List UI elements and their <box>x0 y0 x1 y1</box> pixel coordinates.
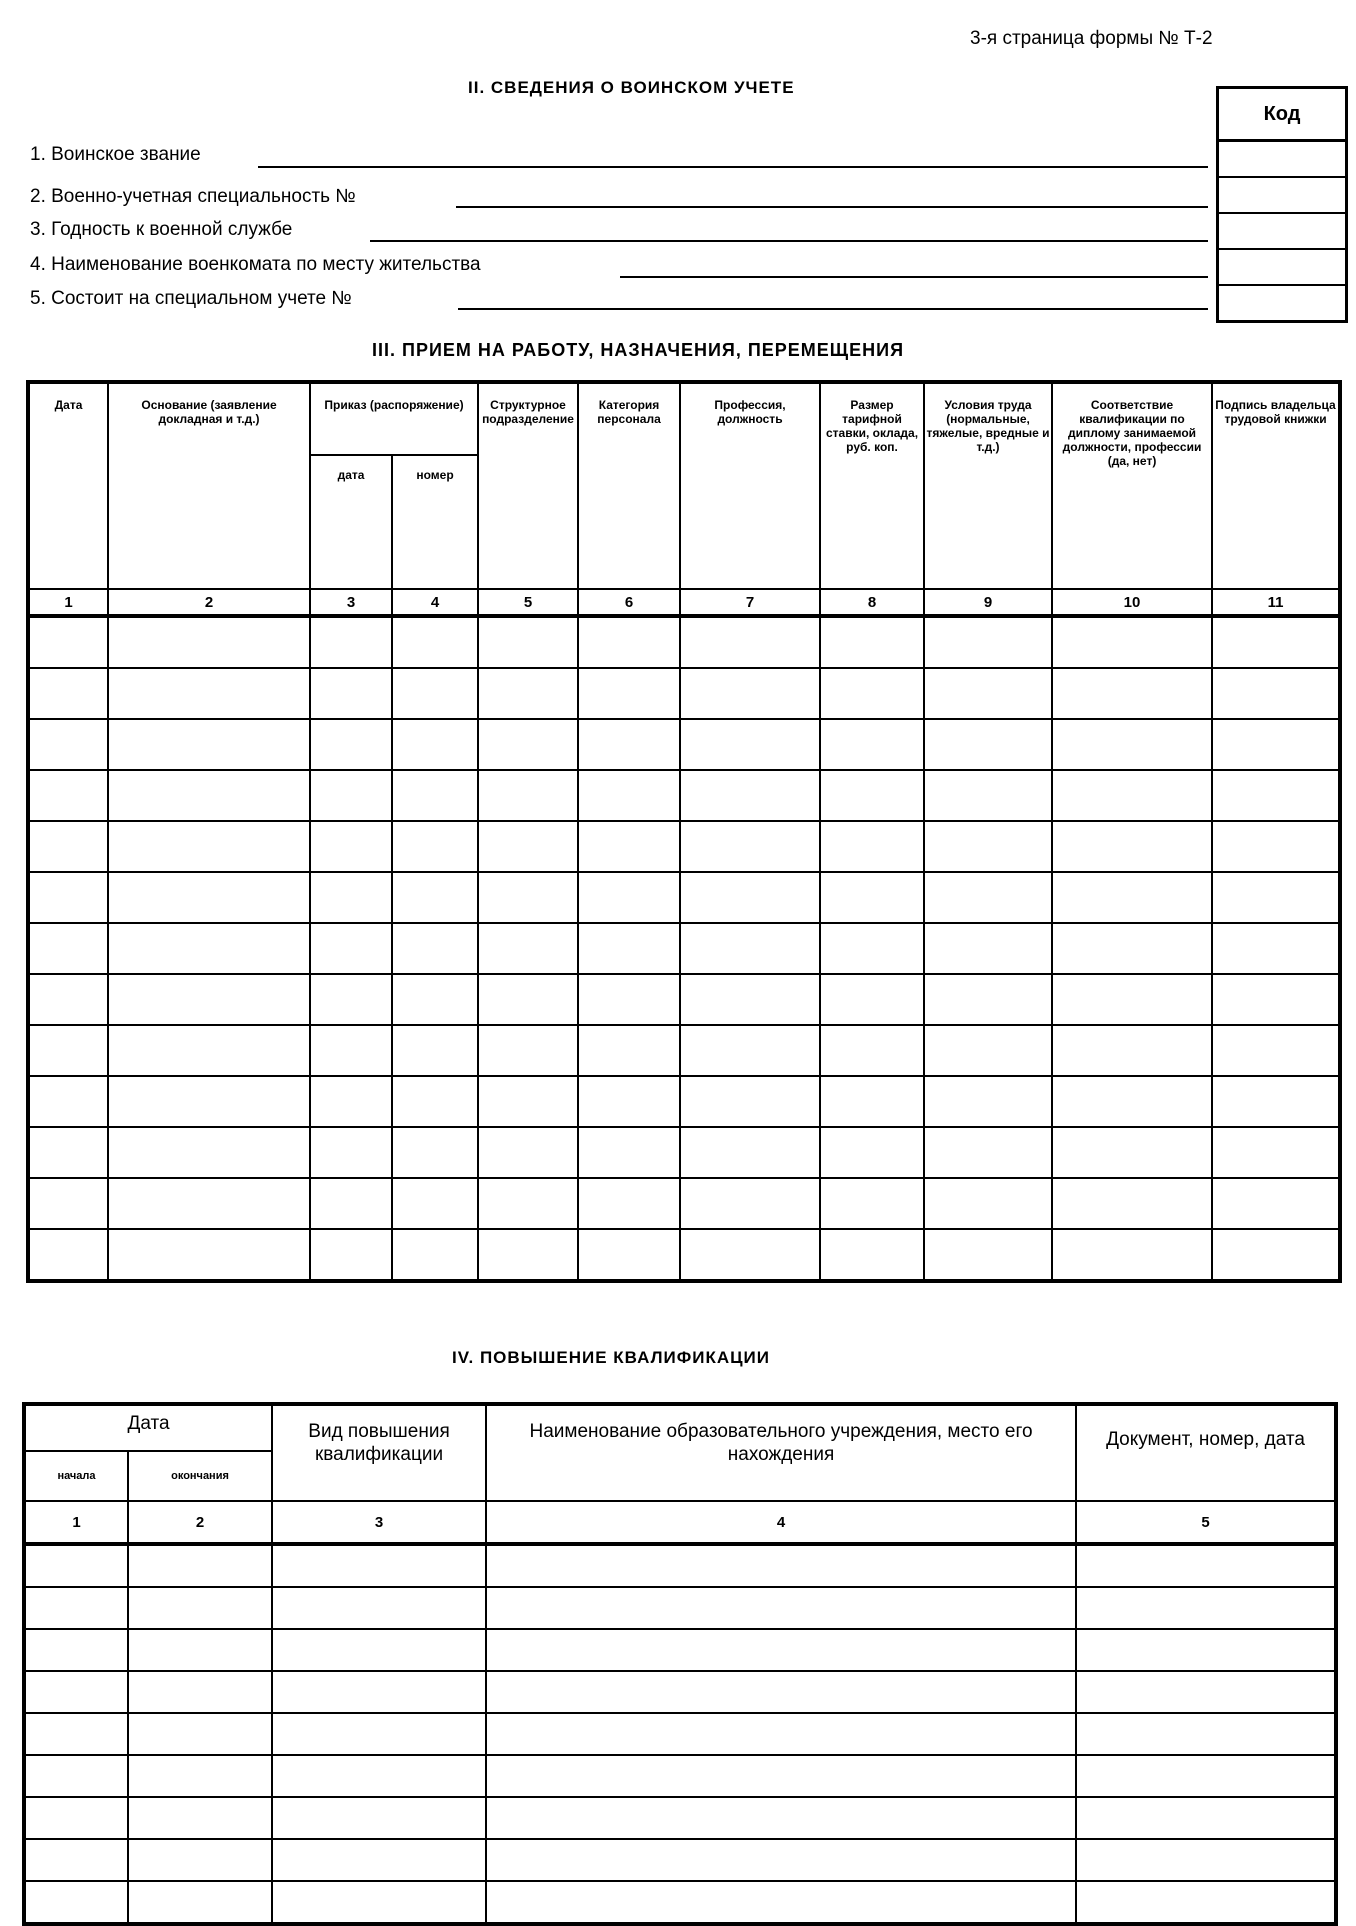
table-cell[interactable] <box>310 1076 392 1127</box>
table-cell[interactable] <box>28 719 108 770</box>
table-cell[interactable] <box>28 821 108 872</box>
table-cell[interactable] <box>392 821 478 872</box>
column-number: 6 <box>578 589 680 616</box>
table-cell[interactable] <box>680 821 820 872</box>
table-cell[interactable] <box>128 1839 272 1881</box>
column-number: 8 <box>820 589 924 616</box>
column-number: 11 <box>1212 589 1340 616</box>
military-specialty-line[interactable] <box>456 206 1208 208</box>
table-row <box>24 1629 1336 1671</box>
table-cell[interactable] <box>310 1229 392 1281</box>
table-cell[interactable] <box>486 1713 1076 1755</box>
table-cell[interactable] <box>1052 719 1212 770</box>
table-cell[interactable] <box>486 1755 1076 1797</box>
table-row <box>24 1713 1336 1755</box>
table-cell[interactable] <box>924 719 1052 770</box>
table-cell[interactable] <box>486 1881 1076 1924</box>
table-cell[interactable] <box>820 668 924 719</box>
table-cell[interactable] <box>128 1629 272 1671</box>
table-cell[interactable] <box>578 1076 680 1127</box>
table-cell[interactable] <box>820 719 924 770</box>
table-row <box>28 1025 1340 1076</box>
table-cell[interactable] <box>478 719 578 770</box>
table-row <box>24 1797 1336 1839</box>
table-cell[interactable] <box>24 1629 128 1671</box>
column-number: 4 <box>392 589 478 616</box>
code-cell-2[interactable] <box>1219 178 1345 214</box>
table-cell[interactable] <box>578 668 680 719</box>
table-cell[interactable] <box>28 1076 108 1127</box>
table-cell[interactable] <box>310 1178 392 1229</box>
table-cell[interactable] <box>478 616 578 668</box>
code-cell-1[interactable] <box>1219 142 1345 178</box>
military-rank-label: 1. Воинское звание <box>30 144 201 165</box>
table-cell[interactable] <box>924 1178 1052 1229</box>
table-row <box>24 1587 1336 1629</box>
table-cell[interactable] <box>108 923 310 974</box>
table-cell[interactable] <box>1212 1025 1340 1076</box>
column-number: 2 <box>108 589 310 616</box>
code-cell-5[interactable] <box>1219 286 1345 320</box>
table-cell[interactable] <box>924 616 1052 668</box>
table-row <box>24 1839 1336 1881</box>
table-cell[interactable] <box>578 872 680 923</box>
code-label: Код <box>1219 89 1345 142</box>
table-cell[interactable] <box>486 1544 1076 1587</box>
table-cell[interactable] <box>108 1025 310 1076</box>
table-cell[interactable] <box>478 1178 578 1229</box>
table-cell[interactable] <box>310 1025 392 1076</box>
table-cell[interactable] <box>108 974 310 1025</box>
table-cell[interactable] <box>28 1127 108 1178</box>
table-row <box>28 770 1340 821</box>
table-cell[interactable] <box>108 1076 310 1127</box>
header-qual-end: окончания <box>128 1451 272 1501</box>
table-cell[interactable] <box>272 1713 486 1755</box>
header-qual-start: начала <box>24 1451 128 1501</box>
table-cell[interactable] <box>24 1797 128 1839</box>
header-unit: Структурное подразделение <box>478 382 578 589</box>
table-cell[interactable] <box>478 1229 578 1281</box>
table-cell[interactable] <box>272 1587 486 1629</box>
column-number: 2 <box>128 1501 272 1544</box>
table-cell[interactable] <box>924 1025 1052 1076</box>
table-cell[interactable] <box>310 770 392 821</box>
table-cell[interactable] <box>1212 1178 1340 1229</box>
table-cell[interactable] <box>28 616 108 668</box>
table-cell[interactable] <box>924 770 1052 821</box>
table-cell[interactable] <box>1076 1839 1336 1881</box>
table-cell[interactable] <box>578 1127 680 1178</box>
table-cell[interactable] <box>578 821 680 872</box>
table-cell[interactable] <box>924 872 1052 923</box>
table-cell[interactable] <box>1212 668 1340 719</box>
page-note: 3-я страница формы № Т-2 <box>970 28 1213 49</box>
table-cell[interactable] <box>310 1127 392 1178</box>
table-cell[interactable] <box>24 1587 128 1629</box>
table-cell[interactable] <box>272 1544 486 1587</box>
table-cell[interactable] <box>820 1025 924 1076</box>
header-position: Профессия, должность <box>680 382 820 589</box>
table-cell[interactable] <box>310 821 392 872</box>
table-cell[interactable] <box>1052 821 1212 872</box>
column-number: 3 <box>272 1501 486 1544</box>
table-row <box>24 1881 1336 1924</box>
header-basis: Основание (заявление докладная и т.д.) <box>108 382 310 589</box>
table-cell[interactable] <box>680 1127 820 1178</box>
table-row <box>24 1544 1336 1587</box>
header-conditions: Условия труда (нормальные, тяжелые, вредные и т.д.) <box>924 382 1052 589</box>
table-cell[interactable] <box>478 668 578 719</box>
employment-section-title: III. ПРИЕМ НА РАБОТУ, НАЗНАЧЕНИЯ, ПЕРЕМЕЩЕНИЯ <box>372 340 905 360</box>
table-cell[interactable] <box>392 1229 478 1281</box>
military-office-label: 4. Наименование военкомата по месту жительства <box>30 254 481 275</box>
qualification-table <box>22 1402 1338 1926</box>
table-cell[interactable] <box>1052 1178 1212 1229</box>
table-cell[interactable] <box>1076 1797 1336 1839</box>
military-rank-line[interactable] <box>258 166 1208 168</box>
table-cell[interactable] <box>820 821 924 872</box>
table-cell[interactable] <box>28 923 108 974</box>
table-cell[interactable] <box>820 1229 924 1281</box>
table-cell[interactable] <box>820 1127 924 1178</box>
table-cell[interactable] <box>392 770 478 821</box>
table-cell[interactable] <box>478 1076 578 1127</box>
table-cell[interactable] <box>1052 1025 1212 1076</box>
table-cell[interactable] <box>28 668 108 719</box>
table-cell[interactable] <box>820 770 924 821</box>
table-cell[interactable] <box>1052 974 1212 1025</box>
table-cell[interactable] <box>924 974 1052 1025</box>
table-cell[interactable] <box>128 1713 272 1755</box>
table-cell[interactable] <box>578 974 680 1025</box>
table-cell[interactable] <box>272 1629 486 1671</box>
table-cell[interactable] <box>392 872 478 923</box>
table-cell[interactable] <box>128 1587 272 1629</box>
table-cell[interactable] <box>24 1881 128 1924</box>
table-cell[interactable] <box>486 1839 1076 1881</box>
table-cell[interactable] <box>1212 821 1340 872</box>
military-special-line[interactable] <box>458 308 1208 310</box>
table-cell[interactable] <box>1052 668 1212 719</box>
table-cell[interactable] <box>28 974 108 1025</box>
header-qual-date: Дата <box>24 1404 272 1451</box>
military-section-title: II. СВЕДЕНИЯ О ВОИНСКОМ УЧЕТЕ <box>468 78 795 97</box>
table-cell[interactable] <box>1212 872 1340 923</box>
table-cell[interactable] <box>28 1229 108 1281</box>
table-cell[interactable] <box>578 1229 680 1281</box>
table-row <box>28 1178 1340 1229</box>
table-cell[interactable] <box>478 872 578 923</box>
table-cell[interactable] <box>1052 1127 1212 1178</box>
table-cell[interactable] <box>680 1076 820 1127</box>
header-qual-institution: Наименование образовательного учреждения, место его нахождения <box>486 1404 1076 1501</box>
table-cell[interactable] <box>1076 1629 1336 1671</box>
table-cell[interactable] <box>1052 872 1212 923</box>
table-cell[interactable] <box>478 974 578 1025</box>
table-cell[interactable] <box>272 1839 486 1881</box>
table-row <box>28 1229 1340 1281</box>
table-cell[interactable] <box>128 1797 272 1839</box>
table-cell[interactable] <box>128 1671 272 1713</box>
employment-table <box>26 380 1342 1283</box>
table-cell[interactable] <box>680 719 820 770</box>
table-cell[interactable] <box>310 923 392 974</box>
column-number: 10 <box>1052 589 1212 616</box>
table-cell[interactable] <box>272 1881 486 1924</box>
table-cell[interactable] <box>1052 1076 1212 1127</box>
table-cell[interactable] <box>680 1229 820 1281</box>
table-cell[interactable] <box>24 1713 128 1755</box>
table-cell[interactable] <box>680 1025 820 1076</box>
column-number: 3 <box>310 589 392 616</box>
qualification-section-title: IV. ПОВЫШЕНИЕ КВАЛИФИКАЦИИ <box>452 1348 770 1367</box>
table-cell[interactable] <box>24 1755 128 1797</box>
table-row <box>28 872 1340 923</box>
table-row <box>28 616 1340 668</box>
table-cell[interactable] <box>310 616 392 668</box>
table-cell[interactable] <box>28 872 108 923</box>
table-cell[interactable] <box>820 872 924 923</box>
table-cell[interactable] <box>108 1178 310 1229</box>
military-office-line[interactable] <box>620 276 1208 278</box>
code-cell-3[interactable] <box>1219 214 1345 250</box>
table-cell[interactable] <box>478 770 578 821</box>
table-cell[interactable] <box>486 1671 1076 1713</box>
table-cell[interactable] <box>478 923 578 974</box>
code-cell-4[interactable] <box>1219 250 1345 286</box>
table-cell[interactable] <box>680 923 820 974</box>
table-cell[interactable] <box>310 668 392 719</box>
table-cell[interactable] <box>486 1629 1076 1671</box>
table-cell[interactable] <box>128 1881 272 1924</box>
table-cell[interactable] <box>820 1178 924 1229</box>
table-cell[interactable] <box>820 923 924 974</box>
table-cell[interactable] <box>272 1797 486 1839</box>
table-cell[interactable] <box>1212 923 1340 974</box>
table-cell[interactable] <box>1076 1755 1336 1797</box>
table-cell[interactable] <box>28 1025 108 1076</box>
table-cell[interactable] <box>924 923 1052 974</box>
table-cell[interactable] <box>392 974 478 1025</box>
header-signature: Подпись владельца трудовой книжки <box>1212 382 1340 589</box>
table-row <box>28 974 1340 1025</box>
header-qual-type: Вид повышения квалификации <box>272 1404 486 1501</box>
military-fitness-line[interactable] <box>370 240 1208 242</box>
table-cell[interactable] <box>1052 923 1212 974</box>
table-cell[interactable] <box>1076 1544 1336 1587</box>
table-cell[interactable] <box>392 1025 478 1076</box>
table-cell[interactable] <box>1212 1076 1340 1127</box>
column-number: 1 <box>28 589 108 616</box>
column-number: 5 <box>1076 1501 1336 1544</box>
table-cell[interactable] <box>680 616 820 668</box>
table-cell[interactable] <box>28 770 108 821</box>
table-cell[interactable] <box>924 1076 1052 1127</box>
table-cell[interactable] <box>1052 616 1212 668</box>
header-date: Дата <box>28 382 108 589</box>
table-cell[interactable] <box>310 872 392 923</box>
table-row <box>28 719 1340 770</box>
table-cell[interactable] <box>108 821 310 872</box>
header-order: Приказ (распоряжение) <box>310 382 478 455</box>
header-salary: Размер тарифной ставки, оклада, руб. коп. <box>820 382 924 589</box>
table-cell[interactable] <box>1076 1587 1336 1629</box>
table-cell[interactable] <box>680 770 820 821</box>
military-fitness-label: 3. Годность к военной службе <box>30 219 293 240</box>
table-cell[interactable] <box>578 770 680 821</box>
column-number: 9 <box>924 589 1052 616</box>
table-cell[interactable] <box>1212 974 1340 1025</box>
table-cell[interactable] <box>108 616 310 668</box>
table-cell[interactable] <box>108 872 310 923</box>
table-cell[interactable] <box>478 821 578 872</box>
header-category: Категория персонала <box>578 382 680 589</box>
table-cell[interactable] <box>1212 770 1340 821</box>
table-cell[interactable] <box>578 1025 680 1076</box>
table-cell[interactable] <box>24 1671 128 1713</box>
header-qualification-match: Соответствие квалификации по диплому занимаемой должности, профессии (да, нет) <box>1052 382 1212 589</box>
table-cell[interactable] <box>392 719 478 770</box>
table-cell[interactable] <box>578 616 680 668</box>
table-cell[interactable] <box>478 1127 578 1178</box>
column-number: 5 <box>478 589 578 616</box>
table-cell[interactable] <box>1076 1713 1336 1755</box>
table-cell[interactable] <box>392 1076 478 1127</box>
table-cell[interactable] <box>1212 616 1340 668</box>
table-cell[interactable] <box>578 1178 680 1229</box>
header-qual-document: Документ, номер, дата <box>1076 1404 1336 1501</box>
table-cell[interactable] <box>1052 1229 1212 1281</box>
table-cell[interactable] <box>578 719 680 770</box>
table-cell[interactable] <box>924 668 1052 719</box>
table-row <box>28 1076 1340 1127</box>
table-cell[interactable] <box>820 974 924 1025</box>
table-cell[interactable] <box>392 616 478 668</box>
table-row <box>28 923 1340 974</box>
table-cell[interactable] <box>1212 719 1340 770</box>
table-cell[interactable] <box>1052 770 1212 821</box>
table-row <box>28 668 1340 719</box>
table-row <box>28 1127 1340 1178</box>
table-cell[interactable] <box>24 1544 128 1587</box>
column-number: 4 <box>486 1501 1076 1544</box>
table-row <box>28 821 1340 872</box>
table-cell[interactable] <box>392 923 478 974</box>
table-cell[interactable] <box>1212 1229 1340 1281</box>
table-row <box>24 1671 1336 1713</box>
code-box <box>1216 86 1348 323</box>
table-cell[interactable] <box>272 1755 486 1797</box>
table-cell[interactable] <box>24 1839 128 1881</box>
table-cell[interactable] <box>1076 1881 1336 1924</box>
table-cell[interactable] <box>680 668 820 719</box>
table-cell[interactable] <box>108 668 310 719</box>
table-cell[interactable] <box>1076 1671 1336 1713</box>
table-cell[interactable] <box>924 1127 1052 1178</box>
table-cell[interactable] <box>486 1587 1076 1629</box>
header-order-date: дата <box>310 455 392 589</box>
table-cell[interactable] <box>108 719 310 770</box>
table-cell[interactable] <box>924 1229 1052 1281</box>
table-cell[interactable] <box>680 974 820 1025</box>
table-cell[interactable] <box>108 1127 310 1178</box>
table-cell[interactable] <box>272 1671 486 1713</box>
table-cell[interactable] <box>128 1755 272 1797</box>
table-cell[interactable] <box>392 668 478 719</box>
table-cell[interactable] <box>820 616 924 668</box>
table-cell[interactable] <box>680 1178 820 1229</box>
table-cell[interactable] <box>392 1127 478 1178</box>
table-cell[interactable] <box>392 1178 478 1229</box>
table-cell[interactable] <box>108 1229 310 1281</box>
table-cell[interactable] <box>924 821 1052 872</box>
table-cell[interactable] <box>478 1025 578 1076</box>
table-cell[interactable] <box>578 923 680 974</box>
table-cell[interactable] <box>108 770 310 821</box>
table-cell[interactable] <box>128 1544 272 1587</box>
table-cell[interactable] <box>680 872 820 923</box>
table-cell[interactable] <box>820 1076 924 1127</box>
table-cell[interactable] <box>28 1178 108 1229</box>
column-number: 1 <box>24 1501 128 1544</box>
military-specialty-label: 2. Военно-учетная специальность № <box>30 186 356 207</box>
column-number: 7 <box>680 589 820 616</box>
table-cell[interactable] <box>310 974 392 1025</box>
table-cell[interactable] <box>486 1797 1076 1839</box>
table-cell[interactable] <box>310 719 392 770</box>
table-row <box>24 1755 1336 1797</box>
table-cell[interactable] <box>1212 1127 1340 1178</box>
header-order-number: номер <box>392 455 478 589</box>
military-special-label: 5. Состоит на специальном учете № <box>30 288 352 309</box>
